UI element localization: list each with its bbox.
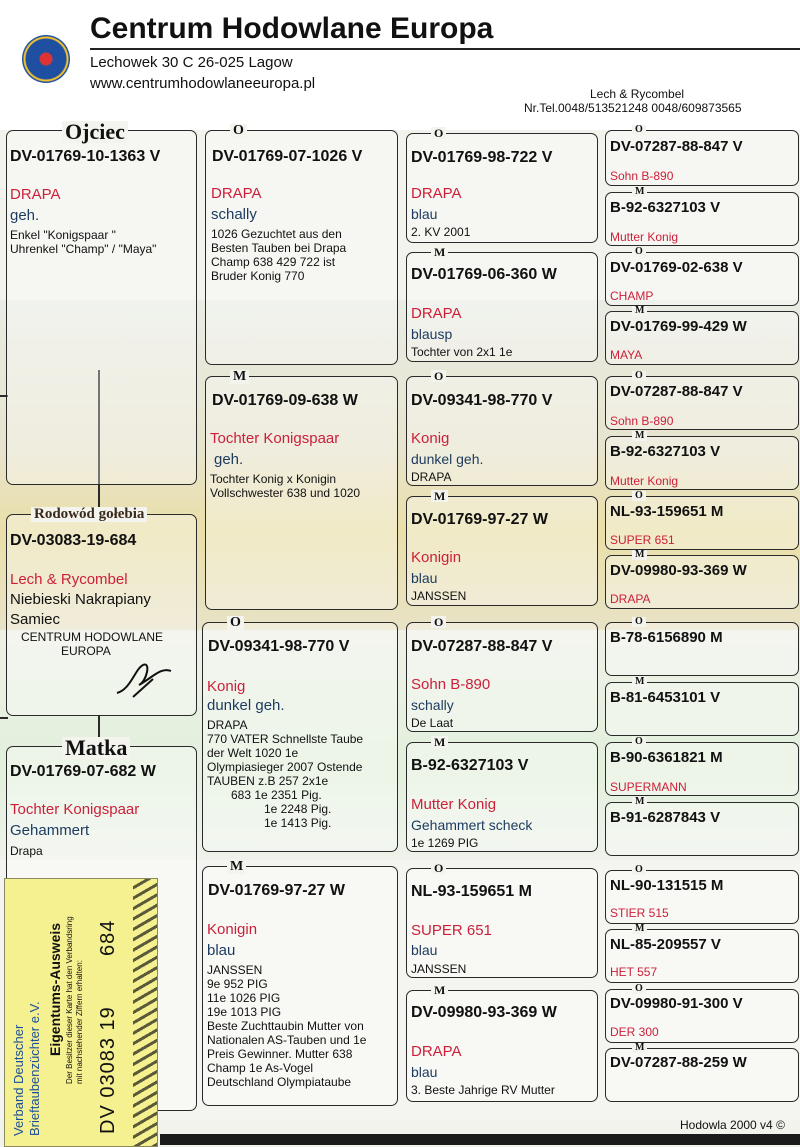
- pigeon-note: Besten Tauben bei Drapa: [211, 241, 347, 255]
- pigeon-name: DRAPA: [411, 305, 462, 322]
- sticker-org: Verband Deutscher: [11, 1024, 26, 1136]
- pigeon-note: 9e 952 PIG: [207, 977, 268, 991]
- sex-label: O: [431, 127, 446, 139]
- sex-label: O: [632, 247, 646, 257]
- sex-label: M: [632, 550, 647, 560]
- sex-label: O: [632, 371, 646, 381]
- pigeon-note: TAUBEN z.B 257 2x1e: [207, 774, 329, 788]
- ring-number: DV-01769-97-27 W: [411, 511, 548, 528]
- fm-card[interactable]: [205, 369, 398, 610]
- ring-number: B-92-6327103 V: [411, 757, 529, 774]
- g4-card[interactable]: [605, 864, 799, 924]
- pigeon-color: schally: [411, 697, 454, 713]
- pigeon-note: 11e 1026 PIG: [207, 991, 281, 1005]
- breeder-name: Lech & Rycombel: [10, 571, 128, 588]
- g4-card[interactable]: [605, 616, 799, 676]
- g4-card[interactable]: [605, 430, 799, 490]
- connector: [0, 717, 8, 719]
- pigeon-color: blau: [411, 570, 438, 586]
- g4-card[interactable]: [605, 186, 799, 246]
- g3-card[interactable]: [406, 489, 598, 606]
- pigeon-name: Tochter Konigspaar: [10, 801, 140, 818]
- sex-label: M: [632, 431, 647, 441]
- sex-label: O: [230, 124, 247, 138]
- sex-label: M: [227, 860, 246, 874]
- ring-number: DV-09980-91-300 V: [610, 995, 743, 1012]
- pigeon-name: HET 557: [610, 965, 658, 979]
- g3-card[interactable]: [406, 126, 598, 243]
- sex-label: M: [431, 984, 448, 996]
- g3-card[interactable]: [406, 245, 598, 362]
- g4-card[interactable]: [605, 246, 799, 306]
- pigeon-note: Nationalen AS-Tauben und 1e: [207, 1033, 367, 1047]
- subject-card[interactable]: [6, 506, 197, 716]
- pigeon-note: Deutschland Olympiataube: [207, 1075, 352, 1089]
- g3-card[interactable]: [406, 615, 598, 732]
- sex-label: M: [431, 490, 448, 502]
- pedigree-label: Rodowód gołebia: [31, 507, 147, 522]
- g3-card[interactable]: [406, 983, 598, 1102]
- g4-card[interactable]: [605, 676, 799, 736]
- sticker-org: Brieftaubenzüchter e.V.: [27, 1001, 42, 1136]
- pigeon-note: Bruder Konig 770: [211, 269, 305, 283]
- g4-card[interactable]: [605, 1042, 799, 1102]
- sex-label: M: [632, 797, 647, 807]
- pigeon-name: Konigin: [207, 921, 258, 938]
- sex-label: M: [632, 306, 647, 316]
- pigeon-color: geh.: [214, 451, 244, 468]
- pigeon-note: Olympiasieger 2007 Ostende: [207, 760, 363, 774]
- pigeon-name: CHAMP: [610, 289, 654, 303]
- pigeon-name: Sohn B-890: [411, 676, 491, 693]
- footer-strip: [160, 1134, 800, 1145]
- pigeon-note: Tochter von 2x1 1e: [411, 345, 513, 359]
- g4-card[interactable]: [605, 490, 799, 550]
- pigeon-name: DRAPA: [411, 1043, 462, 1060]
- ring-number: DV-09341-98-770 V: [411, 392, 553, 409]
- pigeon-color: blausp: [411, 326, 453, 342]
- pigeon-note: Drapa: [10, 844, 43, 858]
- owner-name: Lech & Rycombel: [590, 87, 685, 101]
- pigeon-name: DER 300: [610, 1025, 659, 1039]
- pigeon-note: 1026 Gezuchtet aus den: [211, 227, 342, 241]
- pigeon-note: Uhrenkel "Champ" / "Maya": [10, 242, 157, 256]
- sex-label: M: [632, 677, 647, 687]
- father-card[interactable]: [6, 119, 197, 485]
- ring-number: DV-01769-07-682 W: [10, 763, 156, 780]
- sex-label: O: [632, 617, 646, 627]
- sex-label: O: [431, 370, 446, 382]
- pigeon-name: DRAPA: [211, 185, 262, 202]
- pigeon-name: Konig: [411, 430, 450, 447]
- pigeon-color: schally: [211, 206, 257, 223]
- ring-number: DV-09980-93-369 W: [610, 562, 747, 579]
- sex-label: O: [227, 616, 244, 630]
- sex-label: O: [632, 125, 646, 135]
- ownership-card: [4, 878, 158, 1147]
- sex-label: O: [632, 865, 646, 875]
- pigeon-note: Enkel "Konigspaar ": [10, 228, 116, 242]
- g4-card[interactable]: [605, 736, 799, 796]
- g3-card[interactable]: [406, 369, 598, 486]
- pigeon-color: geh.: [10, 207, 40, 224]
- sticker-note: mit nachstehender Ziffern erhalten:: [75, 960, 84, 1084]
- org-line: EUROPA: [61, 644, 111, 658]
- pigeon-name: Mutter Konig: [610, 230, 679, 244]
- mm-card[interactable]: [202, 859, 398, 1106]
- sex-label: M: [632, 1043, 647, 1053]
- pigeon-color: Gehammert scheck: [411, 817, 533, 833]
- pigeon-name: DRAPA: [10, 186, 61, 203]
- sex-label: M: [632, 924, 647, 934]
- ring-number: DV-03083-19-684: [10, 532, 137, 549]
- ring-number: DV-01769-02-638 V: [610, 259, 743, 276]
- sticker-pattern: [133, 879, 157, 1146]
- ring-number: DV-01769-07-1026 V: [212, 148, 363, 165]
- club-logo-icon: [22, 35, 70, 83]
- sex-label: M: [230, 370, 249, 384]
- title-underline: [90, 48, 800, 50]
- ring-number: DV-01769-98-722 V: [411, 149, 553, 166]
- pigeon-note: der Welt 1020 1e: [207, 746, 299, 760]
- ring-number: NL-93-159651 M: [610, 503, 724, 520]
- phone-numbers: Nr.Tel.0048/513521248 0048/609873565: [524, 101, 742, 115]
- page-title: Centrum Hodowlane Europa: [90, 12, 494, 45]
- ring-number: DV-01769-97-27 W: [208, 882, 345, 899]
- pigeon-note: Tochter Konig x Konigin: [210, 472, 337, 486]
- ring-number: DV-07287-88-847 V: [610, 383, 743, 400]
- ring-number: B-91-6287843 V: [610, 809, 721, 826]
- pigeon-name: Mutter Konig: [411, 796, 497, 813]
- pigeon-name: Mutter Konig: [610, 474, 679, 488]
- sticker-title: Eigentums-Ausweis: [47, 922, 63, 1056]
- ring-number: DV-09980-93-369 W: [411, 1004, 557, 1021]
- sticker-ring: DV 03083 19: [97, 1006, 119, 1134]
- sex-label: M: [431, 736, 448, 748]
- pigeon-name: DRAPA: [411, 185, 462, 202]
- pigeon-color: dunkel geh.: [207, 697, 285, 714]
- sex-label: O: [431, 862, 446, 874]
- pigeon-color: Niebieski Nakrapiany: [10, 591, 151, 608]
- ring-number: NL-90-131515 M: [610, 877, 724, 894]
- pigeon-note: Champ 638 429 722 ist: [211, 255, 336, 269]
- pigeon-note: 1e 1269 PIG: [411, 836, 479, 850]
- g4-card[interactable]: [605, 796, 799, 856]
- ff-card[interactable]: [205, 123, 398, 365]
- g4-card[interactable]: [605, 923, 799, 983]
- address: Lechowek 30 C 26-025 Lagow: [90, 54, 293, 71]
- pigeon-name: SUPER 651: [411, 922, 492, 939]
- pigeon-color: blau: [207, 942, 236, 959]
- pigeon-color: dunkel geh.: [411, 451, 484, 467]
- pigeon-note: 1e 2248 Pig.: [264, 802, 332, 816]
- ring-number: B-90-6361821 M: [610, 749, 723, 766]
- pigeon-note: 770 VATER Schnellste Taube: [207, 732, 364, 746]
- website[interactable]: www.centrumhodowlaneeuropa.pl: [90, 75, 316, 92]
- pigeon-name: Tochter Konigspaar: [210, 430, 340, 447]
- mother-label: Matka: [62, 737, 130, 759]
- pigeon-name: Sohn B-890: [610, 169, 674, 183]
- pigeon-name: SUPERMANN: [610, 780, 687, 794]
- ring-number: B-92-6327103 V: [610, 443, 721, 460]
- pigeon-note: JANSSEN: [411, 589, 467, 603]
- g4-card[interactable]: [605, 124, 799, 186]
- g4-card[interactable]: [605, 370, 799, 430]
- pigeon-color: blau: [411, 206, 438, 222]
- ring-number: DV-09341-98-770 V: [208, 638, 350, 655]
- g4-card[interactable]: [605, 549, 799, 609]
- pigeon-note: Champ 1e As-Vogel: [207, 1061, 314, 1075]
- ring-number: NL-85-209557 V: [610, 936, 721, 953]
- sex-label: O: [632, 984, 646, 994]
- ring-number: DV-01769-09-638 W: [212, 392, 358, 409]
- org-line: CENTRUM HODOWLANE: [21, 630, 164, 644]
- mf-card[interactable]: [202, 615, 398, 852]
- ring-number: DV-07287-88-847 V: [411, 638, 553, 655]
- pigeon-color: Gehammert: [10, 822, 90, 839]
- pigeon-color: blau: [411, 1064, 438, 1080]
- pigeon-note: Beste Zuchttaubin Mutter von: [207, 1019, 364, 1033]
- ring-number: B-92-6327103 V: [610, 199, 721, 216]
- pigeon-name: DRAPA: [610, 592, 651, 606]
- ring-number: DV-07287-88-259 W: [610, 1054, 747, 1071]
- sex-label: M: [431, 246, 448, 258]
- pigeon-name: STIER 515: [610, 906, 669, 920]
- ring-number: DV-01769-06-360 W: [411, 266, 557, 283]
- pigeon-note: Vollschwester 638 und 1020: [210, 486, 361, 500]
- ring-number: B-81-6453101 V: [610, 689, 721, 706]
- sticker-note: Der Besitzer dieser Karte hat den Verbandsring: [65, 916, 74, 1084]
- pigeon-sex: Samiec: [10, 611, 61, 628]
- pigeon-note: DRAPA: [411, 470, 452, 484]
- ring-number: NL-93-159651 M: [411, 883, 532, 900]
- pigeon-note: 19e 1013 PIG: [207, 1005, 282, 1019]
- pigeon-name: MAYA: [610, 348, 643, 362]
- pigeon-note: De Laat: [411, 716, 454, 730]
- pigeon-name: Konigin: [411, 549, 462, 566]
- signature-icon: [113, 659, 177, 699]
- sex-label: O: [632, 737, 646, 747]
- father-label: Ojciec: [62, 121, 128, 143]
- ring-number: DV-01769-10-1363 V: [10, 148, 161, 165]
- pigeon-name: Konig: [207, 678, 246, 695]
- pigeon-name: SUPER 651: [610, 533, 675, 547]
- pigeon-note: DRAPA: [207, 718, 248, 732]
- pigeon-color: blau: [411, 942, 438, 958]
- sex-label: O: [431, 616, 446, 628]
- pigeon-note: Preis Gewinner. Mutter 638: [207, 1047, 353, 1061]
- ring-number: DV-01769-99-429 W: [610, 318, 747, 335]
- sex-label: M: [632, 187, 647, 197]
- sex-label: O: [632, 491, 646, 501]
- pigeon-note: 2. KV 2001: [411, 225, 471, 239]
- g3-card[interactable]: [406, 735, 598, 852]
- sticker-ring-suffix: 684: [97, 919, 119, 956]
- pigeon-note: 3. Beste Jahrige RV Mutter: [411, 1083, 555, 1097]
- pigeon-note: 1e 1413 Pig.: [264, 816, 332, 830]
- pigeon-note: JANSSEN: [207, 963, 263, 977]
- pigeon-note: 683 1e 2351 Pig.: [231, 788, 322, 802]
- software-version: Hodowla 2000 v4 ©: [680, 1118, 785, 1132]
- pigeon-name: Sohn B-890: [610, 414, 674, 428]
- g3-card[interactable]: [406, 861, 598, 978]
- g4-card[interactable]: [605, 305, 799, 365]
- ring-number: B-78-6156890 M: [610, 629, 723, 646]
- g4-card[interactable]: [605, 983, 799, 1043]
- pigeon-note: JANSSEN: [411, 962, 467, 976]
- ring-number: DV-07287-88-847 V: [610, 138, 743, 155]
